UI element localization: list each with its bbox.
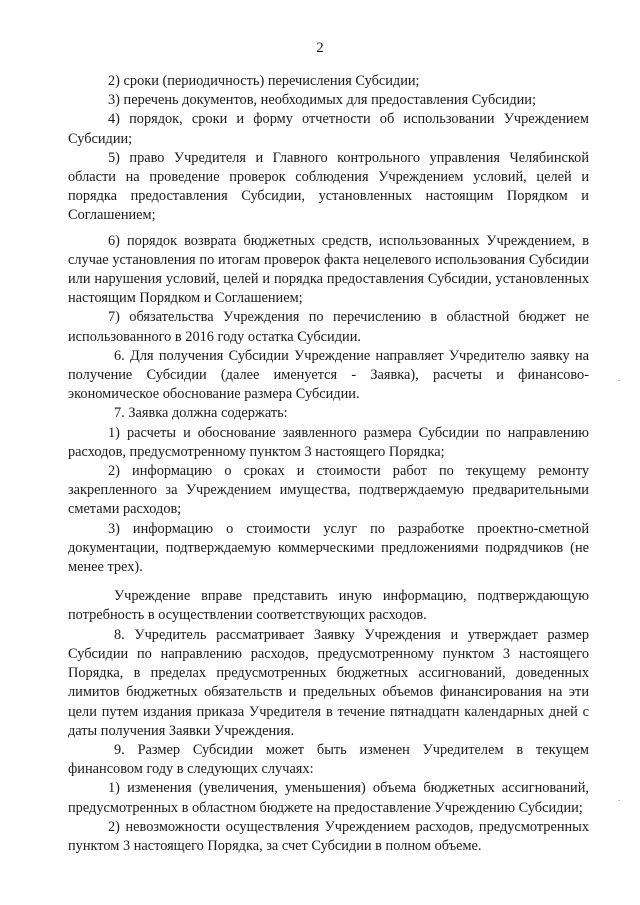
paragraph-clause-6: 6. Для получения Субсидии Учреждение направляет Учредителю заявку на получение Субсидии (далее именуется - Заявка), расчеты и финансово-экономическое обоснование размера Субсидии. xyxy=(68,347,589,403)
paragraph-item-6: 6) порядок возврата бюджетных средств, использованных Учреждением, в случае установления по итогам проверок факта нецелевого использования Субсидии или нарушения условий, целей и порядка предоставления Субсидии, установленных настоящим Порядком и Соглашением; xyxy=(68,232,589,307)
scan-mark xyxy=(618,800,620,801)
paragraph-case-1: 1) изменения (увеличения, уменьшения) объема бюджетных ассигнований, предусмотренных в областном бюджете на предоставление Учреждению Субсидии; xyxy=(68,780,589,816)
paragraph-clause-8: 8. Учредитель рассматривает Заявку Учреждения и утверждает размер Субсидии по направлению расходов, предусмотренному пунктом 3 настоящего Порядка, в пределах предусмотренных бюджетных ассигнований, доведенных лимитов бюджетных обязательств и предельных объемов финансирования на эти цели путем издания приказа Учредителя в течение пятнадцатн календарных дней с даты получения Заявки Учреждения. xyxy=(68,626,589,739)
paragraph-subitem-2: 2) информацию о сроках и стоимости работ по текущему ремонту закрепленного за Учреждением имущества, подтверждаемую предварительными сметами расходов; xyxy=(68,463,589,518)
paragraph-item-2: 2) сроки (периодичность) перечисления Субсидии; xyxy=(108,73,420,89)
paragraph-subitem-3: 3) информацию о стоимости услуг по разработке проектно-сметной документации, подтверждаемую коммерческими предложениями подрядчиков (не менее трех). xyxy=(68,520,589,576)
scan-mark xyxy=(618,380,620,381)
paragraph-subitem-1: 1) расчеты и обоснование заявленного размера Субсидии по направлению расходов, предусмотренному пунктом 3 настоящего Порядка; xyxy=(68,424,589,460)
paragraph-item-3: 3) перечень документов, необходимых для предоставления Субсидии; xyxy=(108,92,536,109)
paragraph-item-4: 4) порядок, сроки и форму отчетности об использовании Учреждением Субсидии; xyxy=(68,111,589,147)
paragraph-case-2: 2) невозможности осуществления Учреждением расходов, предусмотренных пунктом 3 настоящего Порядка, за счет Субсидии в полном объеме. xyxy=(68,818,589,854)
paragraph-clause-7: 7. Заявка должна содержать: xyxy=(114,405,288,422)
paragraph-item-5: 5) право Учредителя и Главного контрольного управления Челябинской области на проведение проверок соблюдения Учреждением условий, целей и порядка предоставления Субсидии, установленных настоящим Порядком и Соглашением; xyxy=(68,149,589,224)
page-number: 2 xyxy=(316,40,324,56)
paragraph-item-7: 7) обязательства Учреждения по перечислению в областной бюджет не использованного в 2016 году остатка Субсидии. xyxy=(68,309,589,345)
document-body xyxy=(68,72,589,856)
paragraph-clause-9: 9. Размер Субсидии может быть изменен Учредителем в текущем финансовом году в следующих случаях: xyxy=(68,741,589,778)
paragraph-additional-info: Учреждение вправе представить иную информацию, подтверждающую потребность в осуществлении соответствующих расходов. xyxy=(68,588,589,624)
